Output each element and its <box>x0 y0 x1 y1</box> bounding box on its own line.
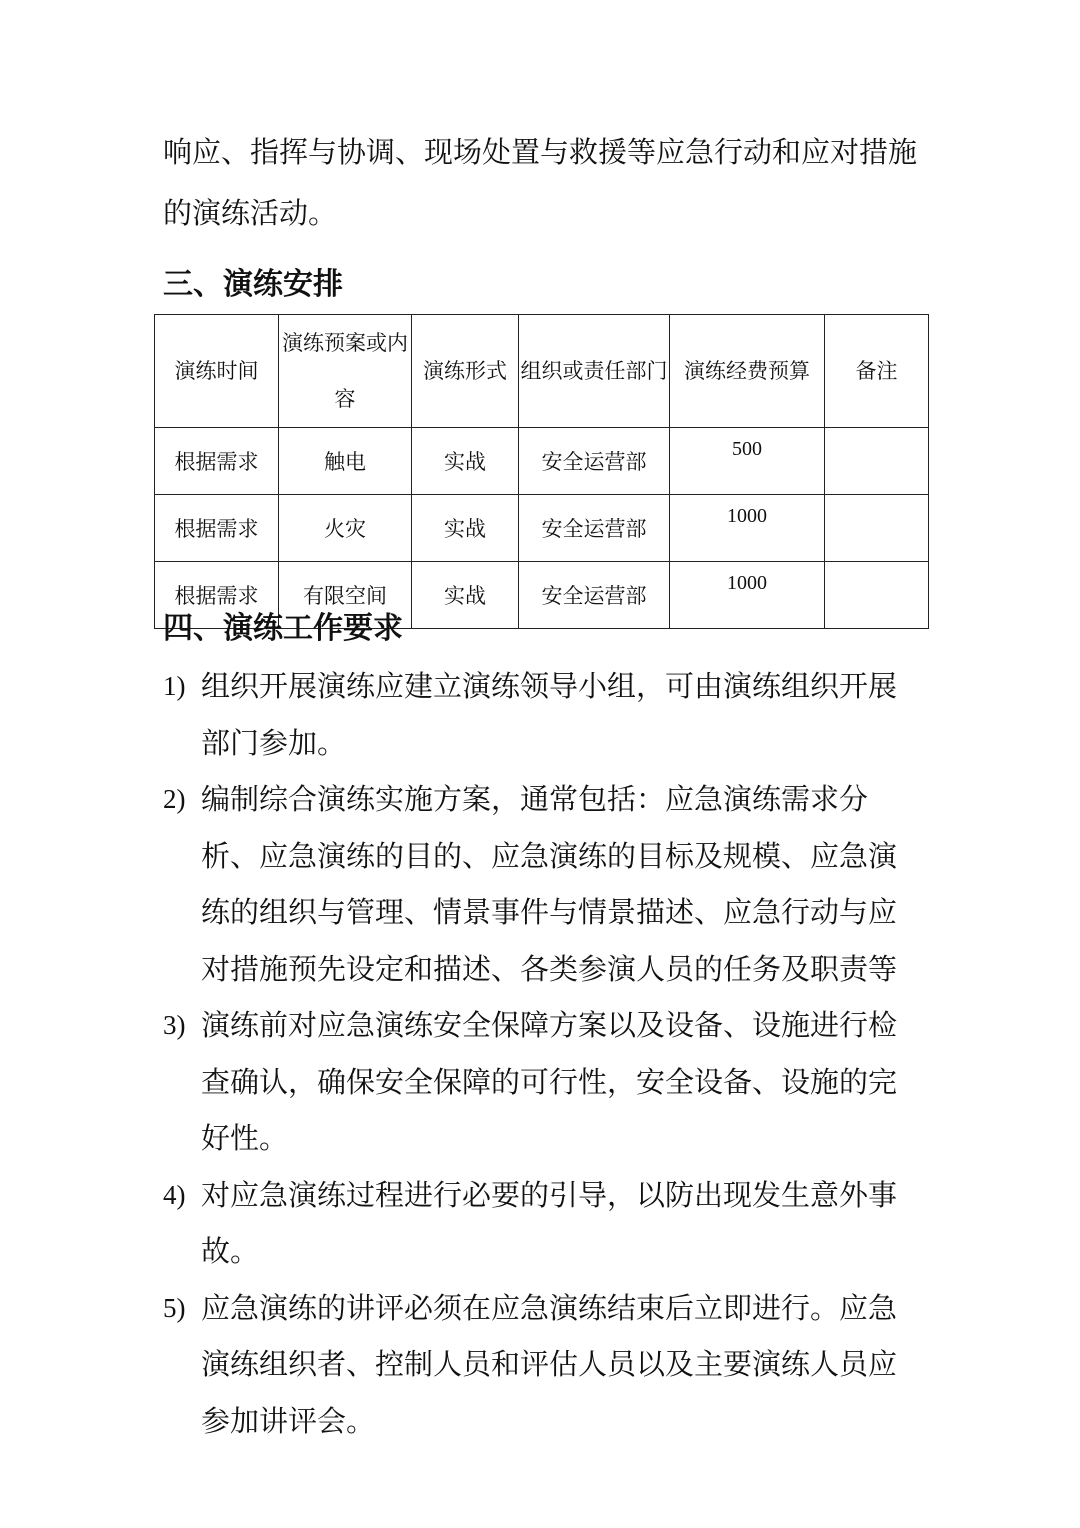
cell-time: 根据需求 <box>155 495 279 562</box>
list-item <box>163 1167 923 1280</box>
list-item <box>163 1280 923 1450</box>
section-4-title: 四、演练工作要求 <box>163 611 403 646</box>
header-responsible-dept: 组织或责任部门 <box>519 315 670 428</box>
list-item-number: 2) <box>163 784 186 814</box>
table-header-row <box>155 315 929 428</box>
header-budget: 演练经费预算 <box>670 315 825 428</box>
list-item <box>163 997 923 1167</box>
list-item-number: 3) <box>163 1010 186 1040</box>
cell-time: 根据需求 <box>155 428 279 495</box>
cell-form: 实战 <box>412 562 519 629</box>
section-3-title: 三、演练安排 <box>163 267 343 302</box>
cell-plan: 火灾 <box>279 495 412 562</box>
cell-budget: 1000 <box>670 562 825 629</box>
header-drill-plan: 演练预案或内容 <box>279 315 412 428</box>
list-item-number: 1) <box>163 671 186 701</box>
header-drill-time: 演练时间 <box>155 315 279 428</box>
cell-plan: 有限空间 <box>279 562 412 629</box>
table-row <box>155 495 929 562</box>
list-item <box>163 771 923 997</box>
intro-line-2: 的演练活动。 <box>163 196 338 230</box>
cell-dept: 安全运营部 <box>519 495 670 562</box>
cell-dept: 安全运营部 <box>519 562 670 629</box>
drill-schedule-table <box>154 314 929 629</box>
list-item-text: 对应急演练过程进行必要的引导，以防出现发生意外事故。 <box>201 1177 898 1268</box>
cell-form: 实战 <box>412 495 519 562</box>
cell-form: 实战 <box>412 428 519 495</box>
list-item-text: 演练前对应急演练安全保障方案以及设备、设施进行检查确认，确保安全保障的可行性，安全设备、设施的完好性。 <box>201 1008 898 1155</box>
cell-remarks <box>825 428 929 495</box>
cell-budget: 500 <box>670 428 825 495</box>
cell-time: 根据需求 <box>155 562 279 629</box>
cell-budget: 1000 <box>670 495 825 562</box>
list-item-text: 组织开展演练应建立演练领导小组，可由演练组织开展部门参加。 <box>201 669 898 760</box>
table-row <box>155 428 929 495</box>
cell-dept: 安全运营部 <box>519 428 670 495</box>
cell-remarks <box>825 495 929 562</box>
header-drill-form: 演练形式 <box>412 315 519 428</box>
requirements-list <box>163 658 923 1449</box>
cell-plan: 触电 <box>279 428 412 495</box>
header-remarks: 备注 <box>825 315 929 428</box>
intro-line-1: 响应、指挥与协调、现场处置与救援等应急行动和应对措施 <box>163 135 918 169</box>
list-item-text: 应急演练的讲评必须在应急演练结束后立即进行。应急演练组织者、控制人员和评估人员以及主要演练人员应参加讲评会。 <box>201 1290 898 1438</box>
cell-remarks <box>825 562 929 629</box>
list-item-number: 4) <box>163 1179 186 1210</box>
list-item <box>163 658 923 771</box>
list-item-text: 编制综合演练实施方案，通常包括：应急演练需求分析、应急演练的目的、应急演练的目标及规模、应急演练的组织与管理、情景事件与情景描述、应急行动与应对措施预先设定和描述、各类参演人员的任务及职责等 <box>201 782 898 986</box>
list-item-number: 5) <box>163 1292 186 1323</box>
